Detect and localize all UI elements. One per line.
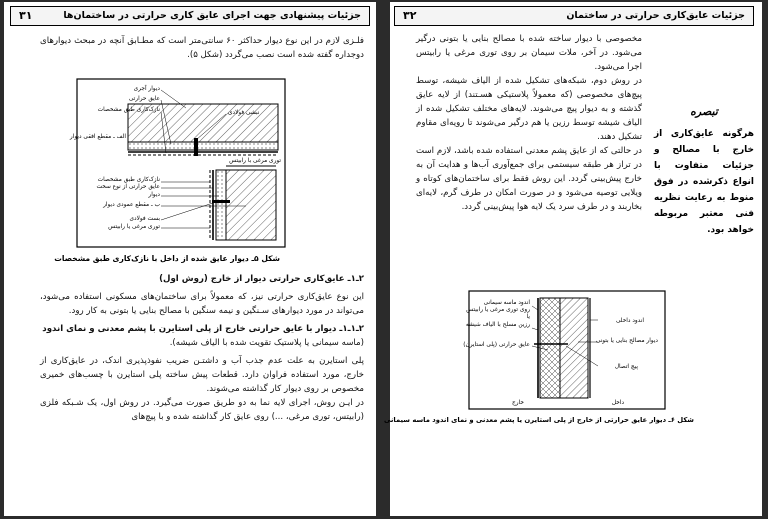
figure-6-external-insulation: [463, 290, 666, 410]
page-number: ۳۱: [19, 9, 33, 22]
label-outside: خارج: [512, 400, 524, 406]
page-header: [394, 6, 754, 26]
paragraph-2-1: این نوع عایق‌کاری حرارتی نیز، که معمولاً برای ساختمان‌های مسکونی استفاده می‌شود، می‌تواند در مورد دیوارهای سـنگین و نیمه سنگین با مصالح بنایی یا بتونی به کار رود.: [40, 292, 364, 316]
label-screw: پیچ اتصال: [614, 364, 638, 370]
wall-vertical-section: [226, 170, 276, 240]
label-mesh: روی توری مرغی یا رابیتس: [466, 307, 530, 313]
label-insulation: عایق حرارتی (پلی استایرن): [463, 342, 530, 348]
paragraph-mineral-wool: در حالتی که از عایق پشم معدنی استفاده شده باشد، لازم است در تراز هر طبقه سیستمی برای جمع‌آوری آب‌ها و هدایت آن به خارج پیش‌بینی گردد. این روش فقط برای ساختمان‌های کوتاه و ویلایی توصیه می‌شود و در صورت امکان در طرف گرم، لایه‌ای بخاربند و در طرف سرد یک لایه هوا پیش‌بینی گردد.: [416, 146, 642, 212]
masonry-wall: [560, 298, 588, 398]
paragraph-method-2: در روش دوم، شبکه‌های تشکیل شده از الیاف شیشه، توسط پیچ‌های مخصوصی (که معمولاً پلاستیکی هسـتند) از لایه عایق گذشته و به دیوار پیچ می‌شوند. لایه‌های مختلف تشکیل شده از الیاف شیشه توسط رزین یا هم درگیر می‌شوند تا رویه‌ای مقاوم تشکیل دهند.: [416, 76, 642, 142]
page-header-title: جزئیات عایق‌کاری حرارتی در ساختمان: [566, 10, 745, 21]
label-render: اندود ماسه سیمانی: [483, 300, 530, 306]
note-text: هرگونه عایق‌کاری از خارج با مصالح و جزئیات متفاوت با انواع ذکرشده در فوق منوط به رعایت نظریه فنی معتبر مربوطه خواهد بود.: [654, 129, 754, 235]
label-insulation-rigid: عایق حرارتی از نوع سخت: [96, 184, 160, 190]
figure-6-caption: شکل ۶ـ دیوار عایق حرارتی از خارج از پلی استایرن یا پشم معدنی و نمای اندود ماسه سیمانی: [383, 416, 694, 424]
main-text-column: [416, 32, 642, 214]
paragraph-method-1: در ایـن روش، اجرای لایه نما به دو طریق صورت می‌گیرد. در روش اول، یک شـبکه فلزی (رابیتس، توری مرغی، ...) روی عایق کار گذاشته شده و با پیچ‌های: [40, 398, 364, 422]
label-section-b: ب ـ مقطع عمودی دیوار: [103, 202, 160, 208]
intro-paragraph: فلـزی لازم در این نوع دیوار حداکثر ۶۰ سانتی‌متر است که مطـابق آنچه در مبحث دیوارهای دوجداره گفته شده است نصب می‌گردد (شکل ۵).: [40, 36, 364, 60]
label-wall: دیوار: [148, 192, 160, 198]
insulation-layer: [128, 142, 278, 150]
note-box: [654, 104, 754, 238]
label-facing: نازک‌کاری طبق مشخصات: [97, 107, 160, 113]
paragraph-polystyrene: پلی استایرن به علت عدم جذب آب و داشتـن ضریب نفوذپذیری اندک، در عایق‌کاری از خارج، مورد استفاده فراوان دارد. قطعات پیش ساخته پلی استایرن با چسب‌های خمیری مخصوص بر روی دیوار کار گذاشته می‌شوند.: [40, 356, 364, 394]
label-wall: دیوار مصالح بنایی یا بتونی: [595, 338, 658, 344]
page-header: [10, 6, 370, 26]
label-inside: داخل: [611, 400, 625, 406]
paragraph-continued: مخصوصی با دیوار ساخته شده با مصالح بنایی یا بتونی درگیر می‌شود. در آخر، ملات سیمان بر روی توری مرغی یا رابیتس اجرا می‌شود.: [416, 34, 642, 72]
label-steel-angle: نبشی فولادی: [228, 110, 260, 116]
heading-2-1-1: ۲ـ۱ـ۱ـ دیوار با عایق حرارتی خارج از پلی استایرن با پشم معدنی و نمای اندود: [42, 324, 364, 334]
label-mesh-top: توری مرغی با رابیتس: [229, 158, 281, 164]
label-inner-render: اندود داخلی: [615, 318, 644, 324]
heading-2-1-1-sub: (ماسه سیمانی یا پلاستیک تقویت شده با الیاف شیشه).: [169, 338, 364, 348]
label-anchor: نازک‌کاری طبق مشخصات: [97, 177, 160, 183]
label-section-a: الف ـ مقطع افقی دیوار: [69, 134, 126, 140]
label-brick-wall: دیوار آجری: [133, 86, 160, 92]
rigid-insulation: [216, 170, 226, 240]
heading-2-1: ۲ـ۱ـ عایق‌کاری حرارتی دیوار از خارج (روش اول): [159, 274, 364, 284]
right-page: [383, 2, 762, 516]
polystyrene-insulation: [540, 298, 560, 398]
section-2-1: [40, 272, 364, 424]
label-insulation: عایق حرارتی: [128, 96, 160, 102]
figure-5-caption: شکل ۵ـ دیوار عایق شده از داخل با نازک‌کاری طبق مشخصات: [54, 254, 280, 263]
figure-5-wall-section: [69, 78, 286, 248]
page-number: ۳۲: [403, 9, 417, 22]
page-header-title: جزئیات پیشنهادی جهت اجرای عایق کاری حرارتی در ساختمان‌ها: [63, 10, 361, 21]
note-title: تبصره: [690, 105, 718, 118]
label-mesh: توری مرغی یا رابیتس: [108, 224, 160, 230]
left-page: [4, 2, 376, 516]
label-steel-clip: بست فولادی: [129, 216, 160, 222]
label-mesh-or: یا: [526, 314, 530, 320]
label-resin: رزین مسلح با الیاف شیشه: [465, 322, 530, 328]
